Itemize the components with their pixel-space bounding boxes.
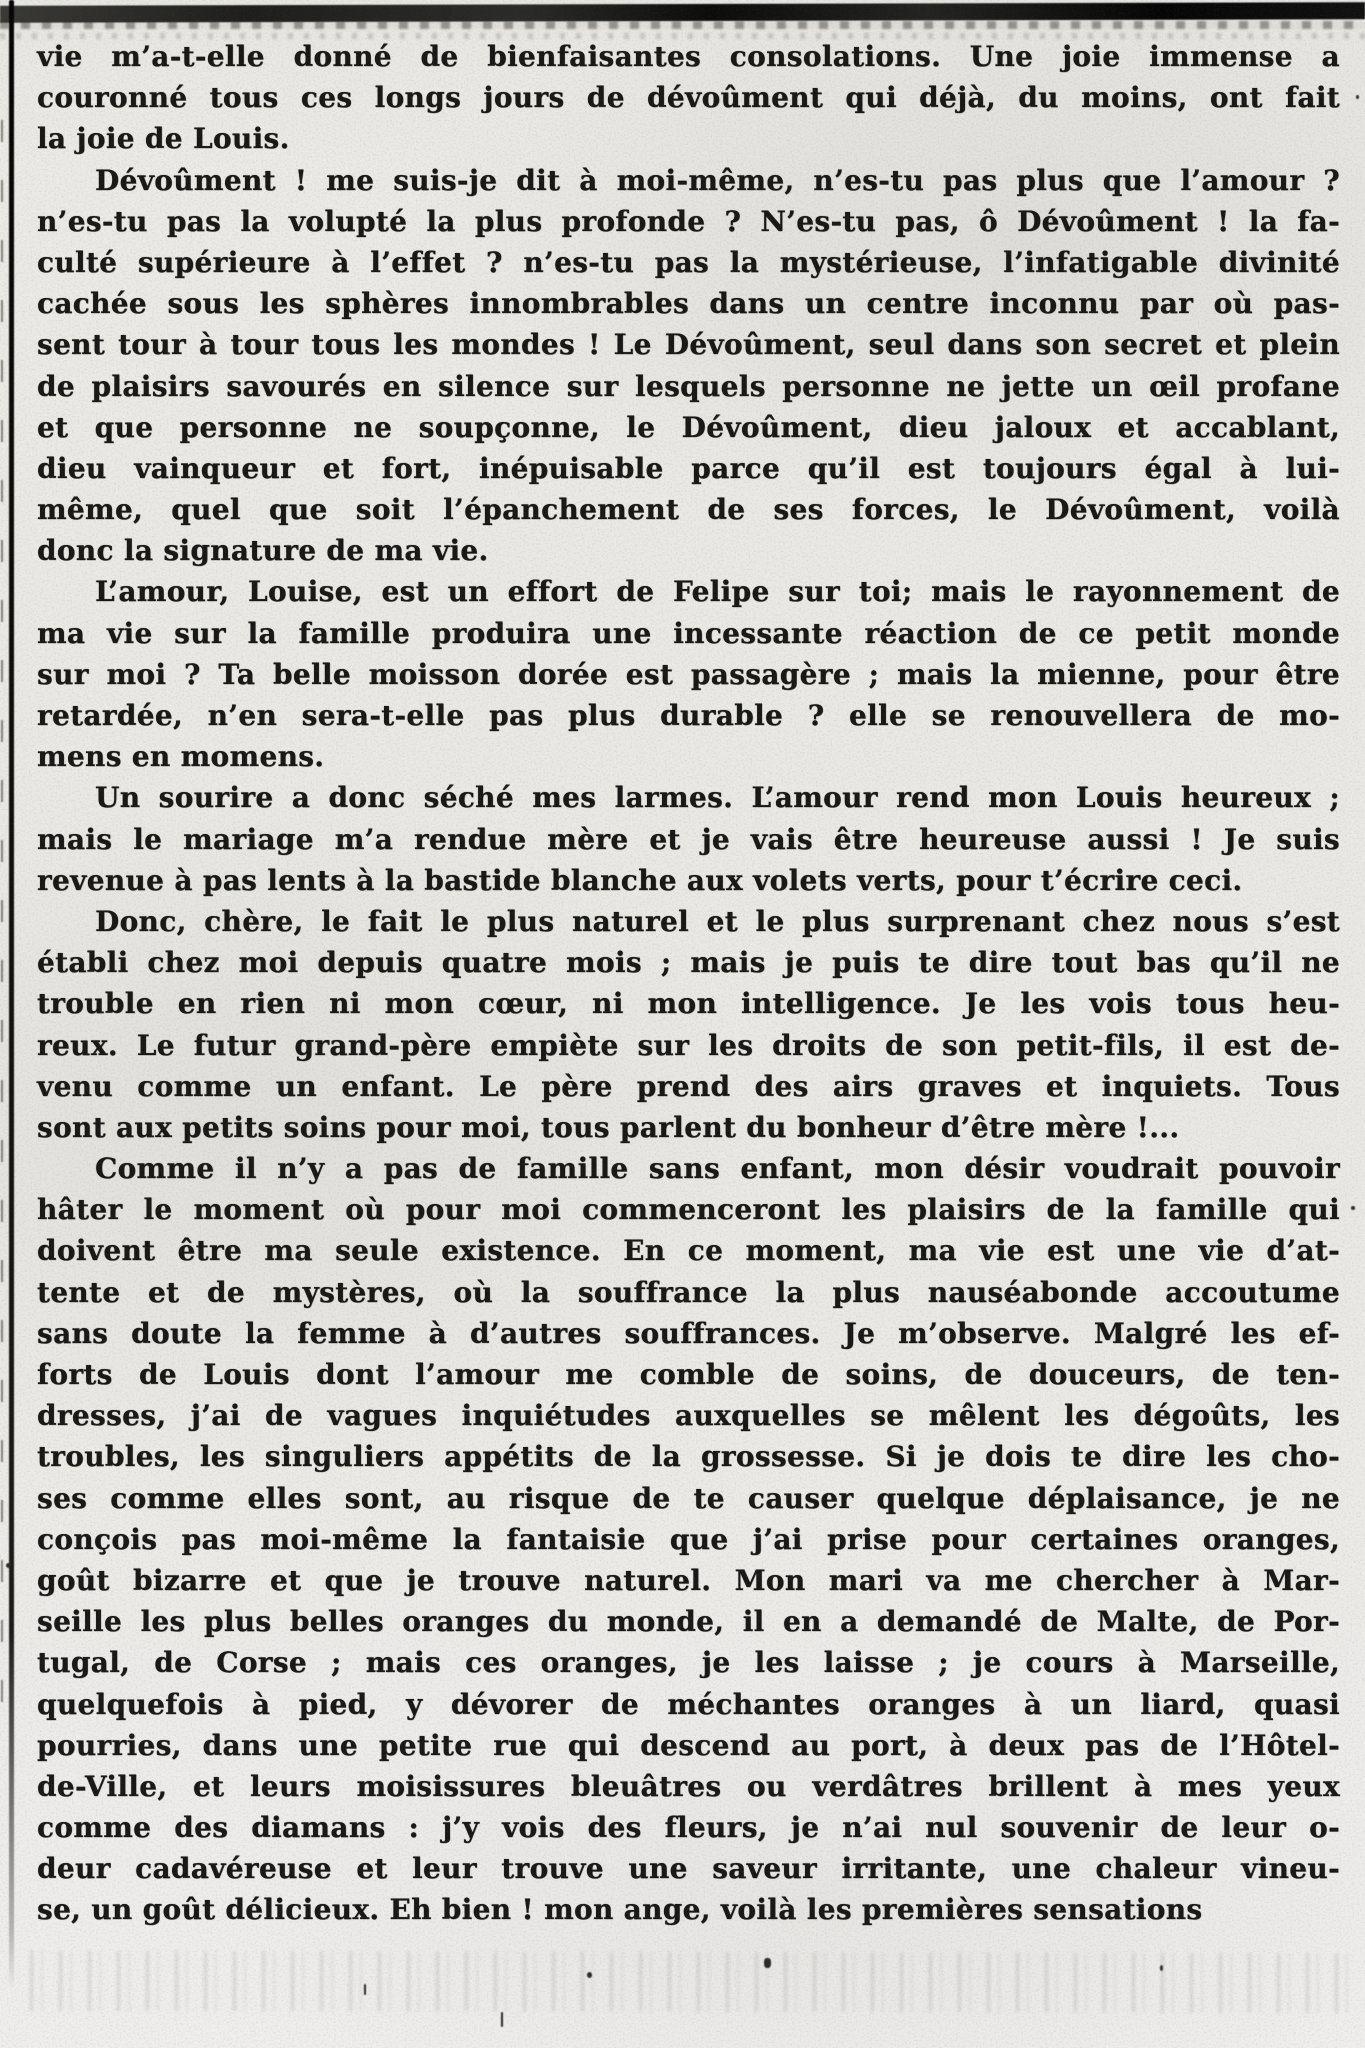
text-line: seille les plus belles oranges du monde, il en a demandé de Malte, de Por- — [37, 1605, 1340, 1639]
text-line: mais le mariage m’a rendue mère et je vais être heureuse aussi ! Je suis — [37, 822, 1340, 856]
text-line: troubles, les singuliers appétits de la grossesse. Si je dois te dire les cho- — [37, 1440, 1340, 1474]
text-line: dieu vainqueur et fort, inépuisable parce qu’il est toujours égal à lui- — [37, 451, 1340, 485]
text-line: forts de Louis dont l’amour me comble de soins, de douceurs, de ten- — [37, 1358, 1340, 1391]
text-line: trouble en rien ni mon cœur, ni mon intelligence. Je les vois tous heu- — [37, 987, 1340, 1021]
text-line: établi chez moi depuis quatre mois ; mais je puis te dire tout bas qu’il ne — [37, 946, 1340, 980]
text-line: ma vie sur la famille produira une incessante réaction de ce petit monde — [37, 616, 1340, 650]
text-line: comme des diamans : j’y vois des fleurs, je n’ai nul souvenir de leur o- — [37, 1811, 1340, 1845]
text-line: Donc, chère, le fait le plus naturel et le plus surprenant chez nous s’est — [95, 904, 1340, 938]
reverse-print-ghosting — [30, 1951, 1350, 2013]
text-line: vie m’a-t-elle donné de bienfaisantes consolations. Une joie immense a — [37, 40, 1340, 73]
text-line: dresses, j’ai de vagues inquiétudes auxquelles se mêlent les dégoûts, les — [37, 1399, 1340, 1433]
text-line: de plaisirs savourés en silence sur lesquels personne ne jette un œil profane — [37, 369, 1340, 403]
text-line: cachée sous les sphères innombrables dans un centre inconnu par où pas- — [37, 287, 1340, 321]
text-line: n’es-tu pas la volupté la plus profonde ? N’es-tu pas, ô Dévoûment ! la fa- — [37, 204, 1340, 238]
text-line: quelquefois à pied, y dévorer de méchantes oranges à un liard, quasi — [37, 1687, 1340, 1721]
ink-speck — [6, 1563, 11, 1568]
ink-speck — [1351, 1206, 1355, 1210]
text-line: doivent être ma seule existence. En ce moment, ma vie est une vie d’at- — [37, 1234, 1340, 1268]
text-line: sent tour à tour tous les mondes ! Le Dévoûment, seul dans son secret et plein — [37, 328, 1340, 362]
text-line: ses comme elles sont, au risque de te causer quelque déplaisance, je ne — [37, 1481, 1340, 1515]
text-line: retardée, n’en sera-t-elle pas plus durable ? elle se renouvellera de mo- — [37, 699, 1340, 732]
text-line: Dévoûment ! me suis-je dit à moi-même, n’es-tu pas plus que l’amour ? — [95, 163, 1340, 197]
ink-speck — [764, 1958, 771, 1968]
top-edge-print-smear — [0, 2, 1365, 23]
ink-speck — [501, 2012, 503, 2027]
text-line: Un sourire a donc séché mes larmes. L’amour rend mon Louis heureux ; — [95, 781, 1340, 815]
text-column — [37, 36, 1340, 1931]
text-line: couronné tous ces longs jours de dévoûment qui déjà, du moins, ont fait — [37, 81, 1340, 115]
text-line: donc la signature de ma vie. — [37, 534, 489, 568]
text-line: tugal, de Corse ; mais ces oranges, je les laisse ; je cours à Marseille, — [37, 1646, 1340, 1680]
text-line: et que personne ne soupçonne, le Dévoûment, dieu jaloux et accablant, — [37, 410, 1340, 444]
column-rule-ghost — [1, 120, 3, 1720]
text-line: culté supérieure à l’effet ? n’es-tu pas la mystérieuse, l’infatigable divinité — [37, 245, 1340, 279]
text-line: sur moi ? Ta belle moisson dorée est passagère ; mais la mienne, pour être — [37, 657, 1340, 691]
text-line: venu comme un enfant. Le père prend des airs graves et inquiets. Tous — [37, 1069, 1340, 1103]
text-line: revenue à pas lents à la bastide blanche aux volets verts, pour t’écrire ceci. — [37, 863, 1243, 897]
ink-speck — [587, 1972, 592, 1978]
ink-speck — [1160, 1965, 1163, 1971]
text-line: L’amour, Louise, est un effort de Felipe sur toi; mais le rayonnement de — [95, 575, 1340, 609]
text-line: tente et de mystères, où la souffrance la plus nauséabonde accoutume — [37, 1275, 1340, 1309]
text-line: hâter le moment où pour moi commenceront les plaisirs de la famille qui — [37, 1193, 1340, 1227]
text-line: goût bizarre et que je trouve naturel. Mon mari va me chercher à Mar- — [37, 1563, 1340, 1597]
text-line: conçois pas moi-même la fantaisie que j’ai prise pour certaines oranges, — [37, 1522, 1340, 1556]
text-line: de-Ville, et leurs moisissures bleuâtres ou verdâtres brillent à mes yeux — [37, 1769, 1340, 1803]
text-line: la joie de Louis. — [37, 122, 290, 156]
text-line: se, un goût délicieux. Eh bien ! mon ange, voilà les premières sensations — [37, 1893, 1203, 1927]
text-line: reux. Le futur grand-père empiète sur les droits de son petit-fils, il est de- — [37, 1028, 1340, 1062]
text-line: même, quel que soit l’épanchement de ses forces, le Dévoûment, voilà — [37, 493, 1340, 527]
column-rule — [9, 0, 14, 1990]
text-line: Comme il n’y a pas de famille sans enfant, mon désir voudrait pouvoir — [95, 1152, 1340, 1186]
text-line: mens en momens. — [37, 740, 325, 774]
ink-speck — [364, 1984, 366, 1995]
top-edge-fuzz-line — [0, 21, 1365, 29]
ink-speck — [1356, 95, 1359, 99]
text-line: sans doute la femme à d’autres souffrances. Je m’observe. Malgré les ef- — [37, 1316, 1340, 1350]
text-line: sont aux petits soins pour moi, tous parlent du bonheur d’être mère !... — [37, 1110, 1180, 1144]
text-line: pourries, dans une petite rue qui descend au port, à deux pas de l’Hôtel- — [37, 1728, 1340, 1762]
text-line: deur cadavéreuse et leur trouve une saveur irritante, une chaleur vineu- — [37, 1852, 1340, 1886]
